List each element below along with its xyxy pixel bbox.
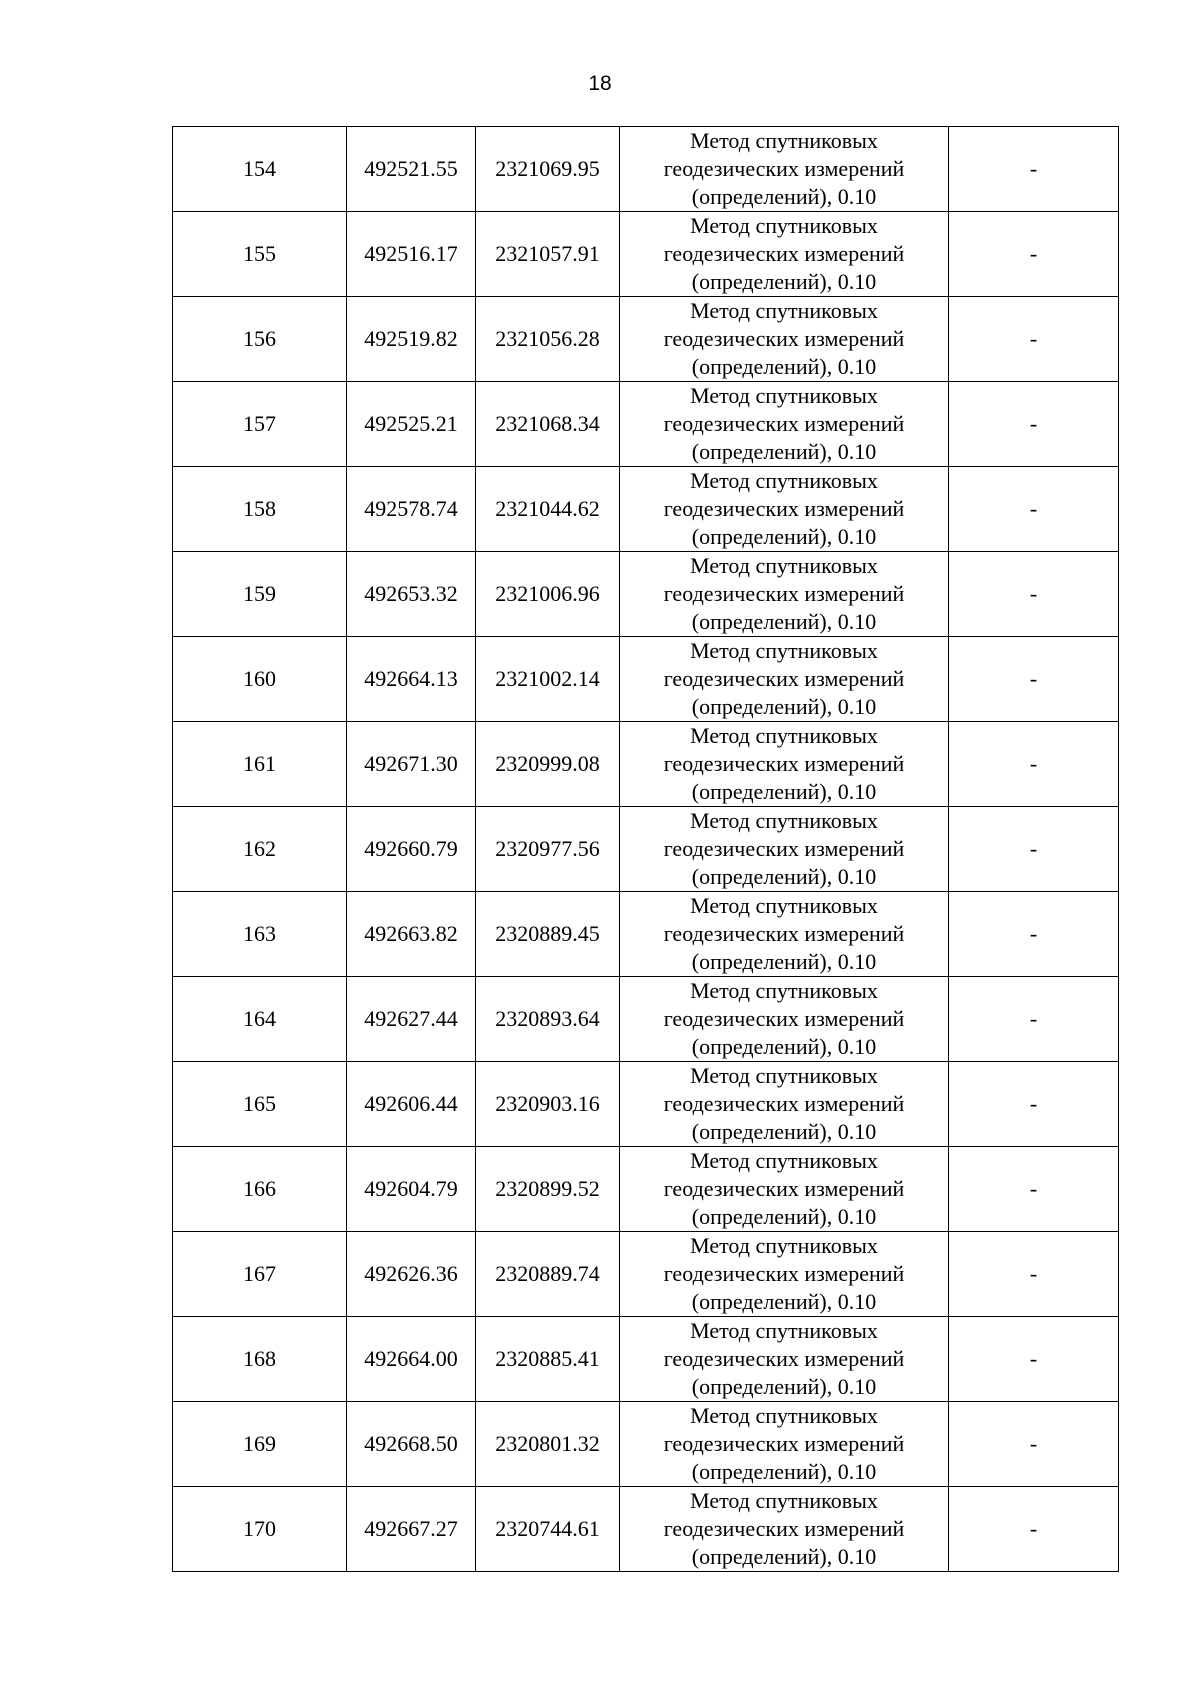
- method-line: геодезических измерений: [663, 1176, 905, 1201]
- method-line: геодезических измерений: [663, 241, 905, 266]
- y-coordinate-cell: 2320889.74: [476, 1232, 620, 1317]
- method-line: геодезических измерений: [663, 326, 905, 351]
- point-number-cell: 162: [173, 807, 347, 892]
- point-number-cell: 165: [173, 1062, 347, 1147]
- method-line: Метод спутниковых: [690, 1403, 878, 1428]
- note-cell: -: [949, 297, 1119, 382]
- method-line: Метод спутниковых: [690, 893, 878, 918]
- method-cell: [620, 637, 949, 722]
- method-line: (определений), 0.10: [691, 439, 877, 464]
- method-line: геодезических измерений: [663, 1261, 905, 1286]
- table-row: [173, 1317, 1119, 1402]
- method-cell: [620, 807, 949, 892]
- x-coordinate-cell: 492626.36: [347, 1232, 476, 1317]
- method-line: (определений), 0.10: [691, 354, 877, 379]
- x-coordinate-cell: 492664.00: [347, 1317, 476, 1402]
- note-cell: -: [949, 212, 1119, 297]
- table-row: [173, 1147, 1119, 1232]
- note-cell: -: [949, 467, 1119, 552]
- point-number-cell: 166: [173, 1147, 347, 1232]
- method-line: (определений), 0.10: [691, 949, 877, 974]
- method-line: Метод спутниковых: [690, 1318, 878, 1343]
- point-number-cell: 170: [173, 1487, 347, 1572]
- table-row: [173, 552, 1119, 637]
- y-coordinate-cell: 2321006.96: [476, 552, 620, 637]
- note-cell: -: [949, 807, 1119, 892]
- method-line: (определений), 0.10: [691, 524, 877, 549]
- method-cell: [620, 297, 949, 382]
- point-number-cell: 155: [173, 212, 347, 297]
- point-number-cell: 156: [173, 297, 347, 382]
- y-coordinate-cell: 2321044.62: [476, 467, 620, 552]
- method-line: геодезических измерений: [663, 496, 905, 521]
- method-cell: [620, 1147, 949, 1232]
- y-coordinate-cell: 2321069.95: [476, 127, 620, 212]
- table-row: [173, 1232, 1119, 1317]
- method-line: Метод спутниковых: [690, 978, 878, 1003]
- page-number: 18: [588, 72, 612, 95]
- method-line: геодезических измерений: [663, 156, 905, 181]
- method-cell: [620, 1232, 949, 1317]
- method-line: Метод спутниковых: [690, 128, 878, 153]
- note-cell: -: [949, 127, 1119, 212]
- note-cell: -: [949, 637, 1119, 722]
- y-coordinate-cell: 2320893.64: [476, 977, 620, 1062]
- method-cell: [620, 467, 949, 552]
- method-line: Метод спутниковых: [690, 468, 878, 493]
- method-line: (определений), 0.10: [691, 1119, 877, 1144]
- method-line: геодезических измерений: [663, 581, 905, 606]
- method-line: Метод спутниковых: [690, 1488, 878, 1513]
- y-coordinate-cell: 2320801.32: [476, 1402, 620, 1487]
- table-row: [173, 722, 1119, 807]
- x-coordinate-cell: 492653.32: [347, 552, 476, 637]
- method-cell: [620, 1062, 949, 1147]
- y-coordinate-cell: 2320903.16: [476, 1062, 620, 1147]
- method-line: геодезических измерений: [663, 836, 905, 861]
- method-line: геодезических измерений: [663, 1006, 905, 1031]
- y-coordinate-cell: 2320744.61: [476, 1487, 620, 1572]
- y-coordinate-cell: 2321057.91: [476, 212, 620, 297]
- table-row: [173, 977, 1119, 1062]
- method-line: (определений), 0.10: [691, 1374, 877, 1399]
- method-line: геодезических измерений: [663, 1516, 905, 1541]
- x-coordinate-cell: 492521.55: [347, 127, 476, 212]
- method-line: (определений), 0.10: [691, 694, 877, 719]
- method-line: Метод спутниковых: [690, 383, 878, 408]
- point-number-cell: 164: [173, 977, 347, 1062]
- method-cell: [620, 1402, 949, 1487]
- table-row: [173, 1402, 1119, 1487]
- point-number-cell: 167: [173, 1232, 347, 1317]
- point-number-cell: 154: [173, 127, 347, 212]
- table-row: [173, 1487, 1119, 1572]
- note-cell: -: [949, 1487, 1119, 1572]
- y-coordinate-cell: 2321056.28: [476, 297, 620, 382]
- method-line: (определений), 0.10: [691, 1034, 877, 1059]
- point-number-cell: 158: [173, 467, 347, 552]
- method-cell: [620, 212, 949, 297]
- x-coordinate-cell: 492671.30: [347, 722, 476, 807]
- y-coordinate-cell: 2320889.45: [476, 892, 620, 977]
- method-line: геодезических измерений: [663, 921, 905, 946]
- x-coordinate-cell: 492668.50: [347, 1402, 476, 1487]
- method-line: геодезических измерений: [663, 1346, 905, 1371]
- note-cell: -: [949, 1062, 1119, 1147]
- note-cell: -: [949, 977, 1119, 1062]
- point-number-cell: 161: [173, 722, 347, 807]
- table-row: [173, 127, 1119, 212]
- x-coordinate-cell: 492578.74: [347, 467, 476, 552]
- method-line: Метод спутниковых: [690, 808, 878, 833]
- method-line: геодезических измерений: [663, 751, 905, 776]
- method-line: Метод спутниковых: [690, 1148, 878, 1173]
- method-line: геодезических измерений: [663, 1091, 905, 1116]
- method-cell: [620, 382, 949, 467]
- method-line: (определений), 0.10: [691, 1544, 877, 1569]
- x-coordinate-cell: 492604.79: [347, 1147, 476, 1232]
- method-line: (определений), 0.10: [691, 779, 877, 804]
- point-number-cell: 159: [173, 552, 347, 637]
- method-cell: [620, 1317, 949, 1402]
- method-cell: [620, 977, 949, 1062]
- table-row: [173, 297, 1119, 382]
- y-coordinate-cell: 2320899.52: [476, 1147, 620, 1232]
- x-coordinate-cell: 492667.27: [347, 1487, 476, 1572]
- y-coordinate-cell: 2320999.08: [476, 722, 620, 807]
- table-row: [173, 637, 1119, 722]
- method-line: (определений), 0.10: [691, 1459, 877, 1484]
- method-line: Метод спутниковых: [690, 638, 878, 663]
- x-coordinate-cell: 492664.13: [347, 637, 476, 722]
- method-line: Метод спутниковых: [690, 213, 878, 238]
- point-number-cell: 169: [173, 1402, 347, 1487]
- note-cell: -: [949, 722, 1119, 807]
- method-cell: [620, 1487, 949, 1572]
- method-cell: [620, 892, 949, 977]
- note-cell: -: [949, 1232, 1119, 1317]
- method-line: (определений), 0.10: [691, 1204, 877, 1229]
- method-line: (определений), 0.10: [691, 1289, 877, 1314]
- method-line: Метод спутниковых: [690, 1233, 878, 1258]
- method-line: геодезических измерений: [663, 411, 905, 436]
- x-coordinate-cell: 492516.17: [347, 212, 476, 297]
- note-cell: -: [949, 552, 1119, 637]
- note-cell: -: [949, 1402, 1119, 1487]
- method-line: геодезических измерений: [663, 666, 905, 691]
- method-line: (определений), 0.10: [691, 269, 877, 294]
- point-number-cell: 157: [173, 382, 347, 467]
- point-number-cell: 160: [173, 637, 347, 722]
- table-row: [173, 382, 1119, 467]
- method-line: (определений), 0.10: [691, 184, 877, 209]
- table-row: [173, 467, 1119, 552]
- x-coordinate-cell: 492606.44: [347, 1062, 476, 1147]
- method-line: Метод спутниковых: [690, 1063, 878, 1088]
- x-coordinate-cell: 492663.82: [347, 892, 476, 977]
- method-line: геодезических измерений: [663, 1431, 905, 1456]
- note-cell: -: [949, 382, 1119, 467]
- method-cell: [620, 127, 949, 212]
- note-cell: -: [949, 1147, 1119, 1232]
- x-coordinate-cell: 492525.21: [347, 382, 476, 467]
- point-number-cell: 163: [173, 892, 347, 977]
- point-number-cell: 168: [173, 1317, 347, 1402]
- method-line: Метод спутниковых: [690, 298, 878, 323]
- x-coordinate-cell: 492660.79: [347, 807, 476, 892]
- method-line: (определений), 0.10: [691, 609, 877, 634]
- note-cell: -: [949, 892, 1119, 977]
- method-cell: [620, 722, 949, 807]
- coordinates-table: [172, 126, 1119, 1572]
- x-coordinate-cell: 492519.82: [347, 297, 476, 382]
- table-row: [173, 1062, 1119, 1147]
- method-line: Метод спутниковых: [690, 553, 878, 578]
- note-cell: -: [949, 1317, 1119, 1402]
- y-coordinate-cell: 2320885.41: [476, 1317, 620, 1402]
- coordinates-table-body: [173, 127, 1119, 1572]
- y-coordinate-cell: 2320977.56: [476, 807, 620, 892]
- table-row: [173, 892, 1119, 977]
- method-line: (определений), 0.10: [691, 864, 877, 889]
- y-coordinate-cell: 2321002.14: [476, 637, 620, 722]
- method-line: Метод спутниковых: [690, 723, 878, 748]
- method-cell: [620, 552, 949, 637]
- y-coordinate-cell: 2321068.34: [476, 382, 620, 467]
- table-row: [173, 212, 1119, 297]
- x-coordinate-cell: 492627.44: [347, 977, 476, 1062]
- table-row: [173, 807, 1119, 892]
